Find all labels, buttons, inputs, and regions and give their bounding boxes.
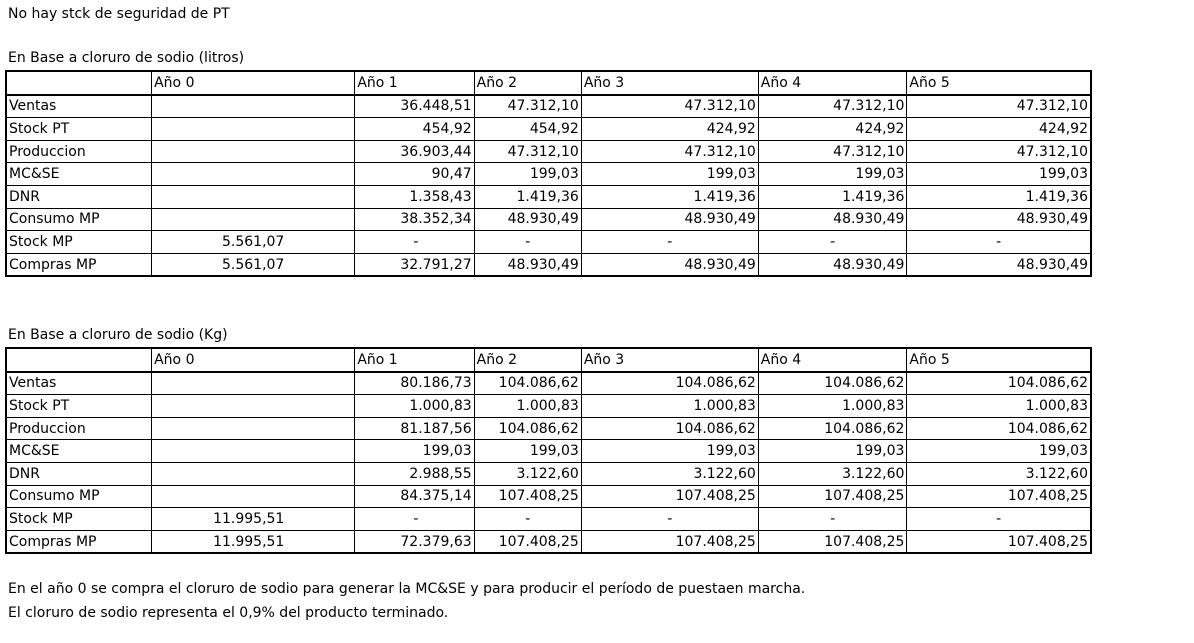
- cell-year-2: 47.312,10: [474, 140, 581, 163]
- cell-year-4: 199,03: [758, 440, 907, 463]
- header-cell-year-3: Año 3: [581, 71, 758, 95]
- cell-year-1: -: [355, 231, 474, 254]
- table-row: [6, 163, 1091, 186]
- cell-year-0: [152, 417, 355, 440]
- row-label: Compras MP: [6, 253, 152, 276]
- row-label: Stock PT: [6, 395, 152, 418]
- row-label: DNR: [6, 185, 152, 208]
- cell-year-3: 107.408,25: [581, 485, 758, 508]
- header-cell-year-1: Año 1: [355, 71, 474, 95]
- cell-year-3: 1.000,83: [581, 395, 758, 418]
- header-cell-year-4: Año 4: [758, 348, 907, 372]
- table-row: [6, 440, 1091, 463]
- cell-year-0: [152, 440, 355, 463]
- cell-year-1: 90,47: [355, 163, 474, 186]
- cell-year-1: 199,03: [355, 440, 474, 463]
- cell-year-3: 199,03: [581, 440, 758, 463]
- cell-year-2: 107.408,25: [474, 530, 581, 553]
- cell-year-0: [152, 462, 355, 485]
- cell-year-1: 36.903,44: [355, 140, 474, 163]
- table-row: [6, 530, 1091, 553]
- header-cell-empty: [6, 348, 152, 372]
- cell-year-0: [152, 163, 355, 186]
- cell-year-0: [152, 395, 355, 418]
- cell-year-2: 454,92: [474, 118, 581, 141]
- cell-year-5: 199,03: [907, 163, 1091, 186]
- cell-year-2: 1.000,83: [474, 395, 581, 418]
- cell-year-3: 104.086,62: [581, 372, 758, 395]
- table-row: [6, 395, 1091, 418]
- row-label: Stock PT: [6, 118, 152, 141]
- table-row: [6, 185, 1091, 208]
- cell-year-4: 47.312,10: [758, 95, 907, 118]
- cell-year-4: 1.000,83: [758, 395, 907, 418]
- cell-year-3: 48.930,49: [581, 253, 758, 276]
- cell-year-4: 48.930,49: [758, 253, 907, 276]
- cell-year-4: 104.086,62: [758, 417, 907, 440]
- row-label: Consumo MP: [6, 208, 152, 231]
- cell-year-4: 3.122,60: [758, 462, 907, 485]
- cell-year-1: 81.187,56: [355, 417, 474, 440]
- cell-year-1: 72.379,63: [355, 530, 474, 553]
- cell-year-1: 454,92: [355, 118, 474, 141]
- cell-year-3: 199,03: [581, 163, 758, 186]
- cell-year-3: 424,92: [581, 118, 758, 141]
- header-cell-year-5: Año 5: [907, 71, 1091, 95]
- table-row: [6, 417, 1091, 440]
- cell-year-3: 47.312,10: [581, 140, 758, 163]
- cell-year-2: 48.930,49: [474, 253, 581, 276]
- cell-year-5: 3.122,60: [907, 462, 1091, 485]
- row-label: Ventas: [6, 95, 152, 118]
- cell-year-2: 104.086,62: [474, 417, 581, 440]
- cell-year-0: 11.995,51: [152, 530, 355, 553]
- row-label: Produccion: [6, 417, 152, 440]
- header-cell-year-2: Año 2: [474, 71, 581, 95]
- top-note: No hay stck de seguridad de PT: [8, 6, 230, 22]
- cell-year-0: [152, 140, 355, 163]
- header-cell-year-5: Año 5: [907, 348, 1091, 372]
- cell-year-0: [152, 208, 355, 231]
- footnote-percentage: El cloruro de sodio representa el 0,9% del producto terminado.: [8, 605, 449, 621]
- cell-year-1: 1.000,83: [355, 395, 474, 418]
- table-litros: [5, 70, 1092, 277]
- cell-year-1: 84.375,14: [355, 485, 474, 508]
- cell-year-5: 48.930,49: [907, 208, 1091, 231]
- cell-year-2: 199,03: [474, 163, 581, 186]
- cell-year-3: -: [581, 508, 758, 531]
- table-title-kg: En Base a cloruro de sodio (Kg): [8, 327, 228, 343]
- cell-year-1: 32.791,27: [355, 253, 474, 276]
- cell-year-3: 47.312,10: [581, 95, 758, 118]
- cell-year-4: 48.930,49: [758, 208, 907, 231]
- cell-year-5: 107.408,25: [907, 485, 1091, 508]
- table-title-litros: En Base a cloruro de sodio (litros): [8, 50, 245, 66]
- cell-year-5: -: [907, 231, 1091, 254]
- table-row: [6, 231, 1091, 254]
- table-row: [6, 95, 1091, 118]
- table-row: [6, 118, 1091, 141]
- cell-year-4: 199,03: [758, 163, 907, 186]
- cell-year-1: 2.988,55: [355, 462, 474, 485]
- table-row: [6, 508, 1091, 531]
- cell-year-2: 47.312,10: [474, 95, 581, 118]
- cell-year-4: 47.312,10: [758, 140, 907, 163]
- cell-year-0: [152, 372, 355, 395]
- cell-year-3: 48.930,49: [581, 208, 758, 231]
- cell-year-2: -: [474, 508, 581, 531]
- cell-year-2: 104.086,62: [474, 372, 581, 395]
- row-label: Stock MP: [6, 231, 152, 254]
- table-row: [6, 462, 1091, 485]
- header-cell-year-1: Año 1: [355, 348, 474, 372]
- cell-year-5: 47.312,10: [907, 140, 1091, 163]
- cell-year-4: 107.408,25: [758, 530, 907, 553]
- cell-year-2: 48.930,49: [474, 208, 581, 231]
- cell-year-1: 38.352,34: [355, 208, 474, 231]
- cell-year-2: 1.419,36: [474, 185, 581, 208]
- cell-year-0: [152, 118, 355, 141]
- row-label: Produccion: [6, 140, 152, 163]
- row-label: Consumo MP: [6, 485, 152, 508]
- row-label: Ventas: [6, 372, 152, 395]
- cell-year-5: -: [907, 508, 1091, 531]
- cell-year-4: 107.408,25: [758, 485, 907, 508]
- header-row: [6, 71, 1091, 95]
- cell-year-5: 107.408,25: [907, 530, 1091, 553]
- cell-year-5: 1.419,36: [907, 185, 1091, 208]
- cell-year-4: -: [758, 508, 907, 531]
- cell-year-4: -: [758, 231, 907, 254]
- cell-year-3: 104.086,62: [581, 417, 758, 440]
- table-kg: [5, 347, 1092, 554]
- cell-year-4: 1.419,36: [758, 185, 907, 208]
- cell-year-0: 5.561,07: [152, 253, 355, 276]
- table-row: [6, 485, 1091, 508]
- cell-year-0: 5.561,07: [152, 231, 355, 254]
- cell-year-5: 47.312,10: [907, 95, 1091, 118]
- table-row: [6, 253, 1091, 276]
- header-cell-year-4: Año 4: [758, 71, 907, 95]
- footnote-year-0: En el año 0 se compra el cloruro de sodio para generar la MC&SE y para producir el período de puestaen marcha.: [8, 581, 806, 597]
- header-cell-empty: [6, 71, 152, 95]
- cell-year-2: 107.408,25: [474, 485, 581, 508]
- table-row: [6, 208, 1091, 231]
- table-row: [6, 372, 1091, 395]
- header-cell-year-0: Año 0: [152, 348, 355, 372]
- cell-year-3: -: [581, 231, 758, 254]
- cell-year-0: [152, 95, 355, 118]
- cell-year-0: [152, 185, 355, 208]
- row-label: Stock MP: [6, 508, 152, 531]
- cell-year-4: 424,92: [758, 118, 907, 141]
- row-label: MC&SE: [6, 163, 152, 186]
- header-cell-year-3: Año 3: [581, 348, 758, 372]
- cell-year-2: 199,03: [474, 440, 581, 463]
- header-cell-year-0: Año 0: [152, 71, 355, 95]
- cell-year-2: -: [474, 231, 581, 254]
- cell-year-3: 3.122,60: [581, 462, 758, 485]
- cell-year-5: 1.000,83: [907, 395, 1091, 418]
- cell-year-2: 3.122,60: [474, 462, 581, 485]
- cell-year-3: 1.419,36: [581, 185, 758, 208]
- cell-year-5: 424,92: [907, 118, 1091, 141]
- cell-year-3: 107.408,25: [581, 530, 758, 553]
- cell-year-5: 48.930,49: [907, 253, 1091, 276]
- header-cell-year-2: Año 2: [474, 348, 581, 372]
- cell-year-0: 11.995,51: [152, 508, 355, 531]
- table-row: [6, 140, 1091, 163]
- cell-year-1: 36.448,51: [355, 95, 474, 118]
- cell-year-5: 104.086,62: [907, 372, 1091, 395]
- row-label: DNR: [6, 462, 152, 485]
- cell-year-1: 80.186,73: [355, 372, 474, 395]
- header-row: [6, 348, 1091, 372]
- cell-year-1: 1.358,43: [355, 185, 474, 208]
- cell-year-1: -: [355, 508, 474, 531]
- cell-year-5: 199,03: [907, 440, 1091, 463]
- cell-year-5: 104.086,62: [907, 417, 1091, 440]
- row-label: MC&SE: [6, 440, 152, 463]
- cell-year-4: 104.086,62: [758, 372, 907, 395]
- cell-year-0: [152, 485, 355, 508]
- row-label: Compras MP: [6, 530, 152, 553]
